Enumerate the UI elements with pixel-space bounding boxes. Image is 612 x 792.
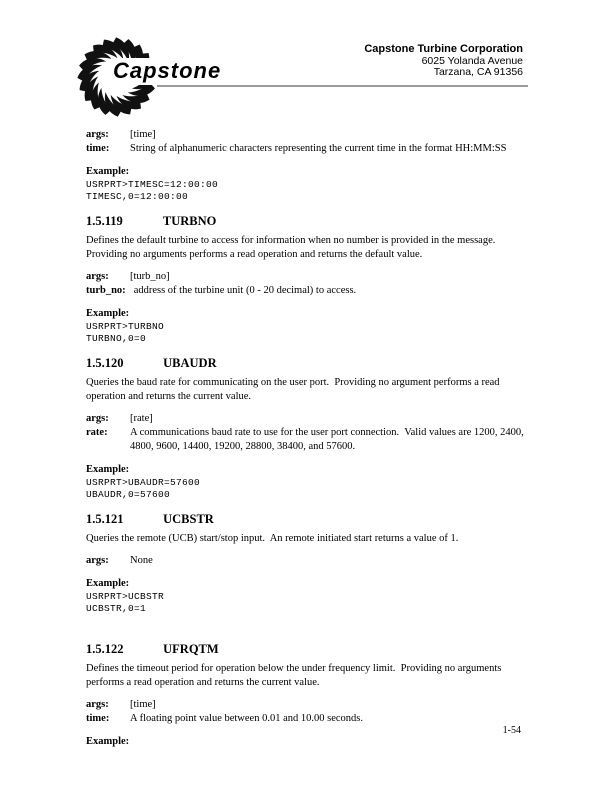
section-heading	[86, 511, 530, 528]
param-row	[86, 712, 530, 726]
code-line: UBAUDR,0=57600	[86, 489, 171, 500]
example-label: Example:	[86, 166, 130, 177]
param-desc: None	[130, 555, 153, 566]
param-row	[86, 142, 530, 156]
param-desc: A communications baud rate to use for the user port connection. Valid values are 1200, 2400, 4800, 9600, 14400, 19200, 28800, 38400, and 57600.	[130, 427, 527, 452]
section-number: 1.5.122	[86, 642, 124, 656]
address-line: 6025 Yolanda Avenue	[421, 54, 523, 67]
param-desc: [turb_no]	[130, 271, 170, 282]
document-body	[86, 120, 530, 749]
example-block	[86, 735, 530, 749]
example-label: Example:	[86, 736, 130, 747]
example-label: Example:	[86, 464, 130, 475]
param-desc: A floating point value between 0.01 and 10.00 seconds.	[130, 713, 363, 724]
param-name: time:	[86, 713, 110, 724]
address-line: Tarzana, CA 91356	[433, 66, 523, 78]
example-block	[86, 463, 530, 501]
section-description: Defines the timeout period for operation below the under frequency limit. Providing no arguments performs a read operation and returns the current value.	[86, 663, 504, 688]
section-title: TURBNO	[162, 214, 217, 228]
param-name: turb_no:	[86, 285, 126, 296]
example-label: Example:	[86, 578, 130, 589]
param-row	[86, 284, 530, 298]
code-line: TIMESC,0=12:00:00	[86, 191, 189, 202]
code-line: USRPRT>UBAUDR=57600	[86, 477, 201, 488]
example-block	[86, 307, 530, 345]
param-row	[86, 426, 530, 454]
param-name: args:	[86, 413, 109, 424]
section-title: UFRQTM	[163, 642, 219, 656]
section-heading	[86, 641, 530, 658]
section-turbno	[86, 213, 530, 345]
param-name: args:	[86, 129, 109, 140]
section-heading	[86, 213, 530, 230]
param-desc: String of alphanumeric characters representing the current time in the format HH:MM:SS	[130, 143, 507, 154]
param-row	[86, 412, 530, 426]
param-desc: [rate]	[130, 413, 153, 424]
section-number: 1.5.119	[86, 214, 123, 228]
code-line: UCBSTR,0=1	[86, 603, 147, 614]
param-desc: [time]	[130, 129, 156, 140]
code-line: USRPRT>TURBNO	[86, 321, 165, 332]
section-title: UCBSTR	[163, 512, 214, 526]
param-desc: [time]	[130, 699, 156, 710]
example-label: Example:	[86, 308, 130, 319]
example-block	[86, 165, 530, 203]
param-row	[86, 554, 530, 568]
section-ufrqtm	[86, 641, 530, 749]
param-row	[86, 698, 530, 712]
code-line: TURBNO,0=0	[86, 333, 147, 344]
section-description: Queries the remote (UCB) start/stop input. An remote initiated start returns a value of 1.	[86, 533, 459, 544]
page-number: 1-54	[502, 725, 521, 736]
section-params	[86, 412, 530, 454]
section-number: 1.5.121	[86, 512, 124, 526]
example-block	[86, 577, 530, 615]
section-params	[86, 554, 530, 568]
param-name: args:	[86, 271, 109, 282]
section-ubaudr	[86, 355, 530, 501]
section-heading	[86, 355, 530, 372]
intro-params	[86, 128, 530, 156]
code-line: USRPRT>TIMESC=12:00:00	[86, 179, 219, 190]
param-desc: address of the turbine unit (0 - 20 decimal) to access.	[133, 285, 357, 296]
code-line: USRPRT>UCBSTR	[86, 591, 165, 602]
param-name: rate:	[86, 427, 108, 438]
param-row	[86, 270, 530, 284]
param-name: args:	[86, 555, 109, 566]
company-address-block	[364, 44, 523, 79]
section-title: UBAUDR	[163, 356, 217, 370]
section-description: Defines the default turbine to access for information when no number is provided in the message. Providing no arguments performs a read operation and returns the default value.	[86, 235, 501, 260]
section-params	[86, 270, 530, 298]
param-row	[86, 128, 530, 142]
section-number: 1.5.120	[86, 356, 124, 370]
param-name: time:	[86, 143, 110, 154]
section-description: Queries the baud rate for communicating on the user port. Providing no argument performs a read operation and returns the current value.	[86, 377, 503, 402]
capstone-logo-wordmark: Capstone	[111, 58, 227, 85]
param-name: args:	[86, 699, 109, 710]
section-params	[86, 698, 530, 726]
company-name: Capstone Turbine Corporation	[364, 43, 523, 55]
header-divider	[157, 85, 528, 87]
section-ucbstr	[86, 511, 530, 615]
